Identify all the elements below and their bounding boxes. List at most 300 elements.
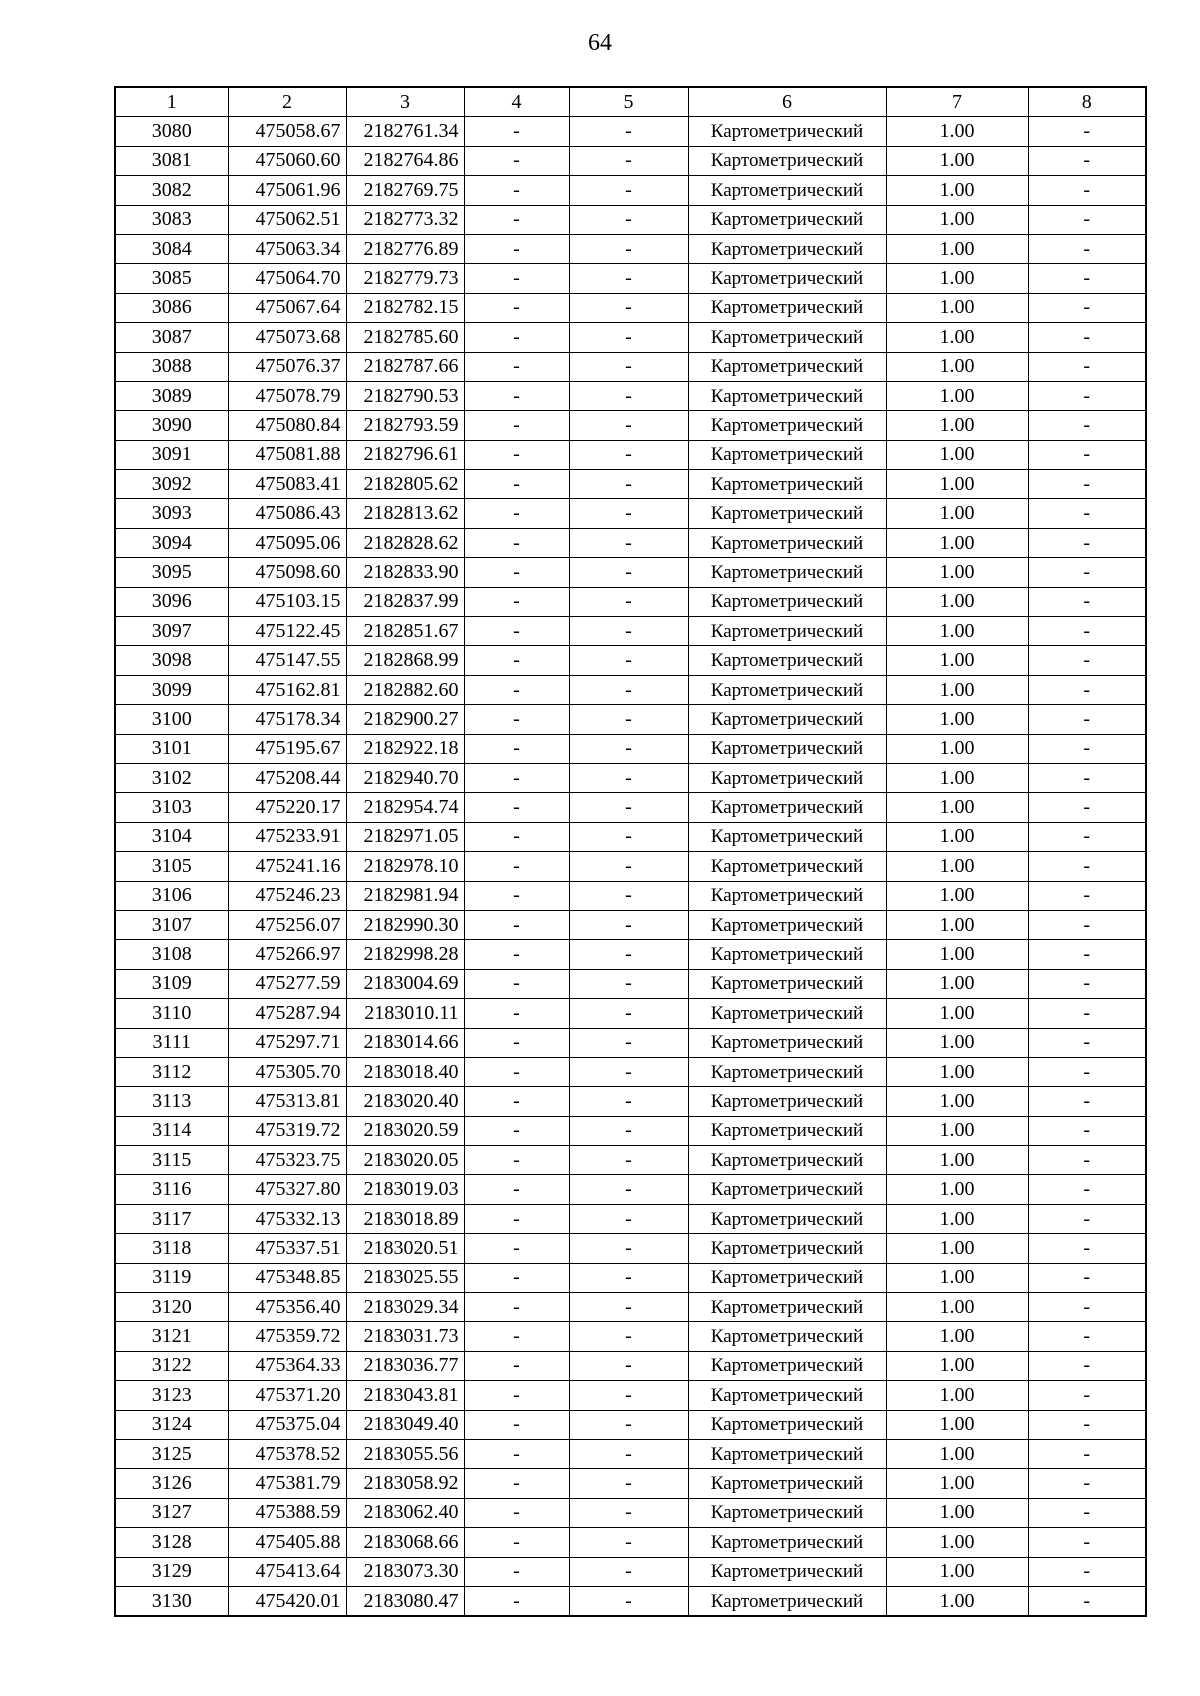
point-number-cell: 3119 xyxy=(115,1263,228,1292)
accuracy-cell: 1.00 xyxy=(886,822,1028,851)
column-8-cell: - xyxy=(1028,1586,1146,1616)
column-4-cell: - xyxy=(464,1351,569,1380)
column-4-cell: - xyxy=(464,1204,569,1233)
accuracy-cell: 1.00 xyxy=(886,1116,1028,1145)
column-4-cell: - xyxy=(464,617,569,646)
column-5-cell: - xyxy=(569,822,688,851)
table-row xyxy=(115,1087,1146,1116)
method-cell: Картометрический xyxy=(688,1204,886,1233)
column-8-cell: - xyxy=(1028,587,1146,616)
point-number-cell: 3121 xyxy=(115,1322,228,1351)
column-5-cell: - xyxy=(569,1234,688,1263)
method-cell: Картометрический xyxy=(688,822,886,851)
y-coordinate-cell: 2182761.34 xyxy=(346,117,464,146)
column-8-cell: - xyxy=(1028,793,1146,822)
y-coordinate-cell: 2183031.73 xyxy=(346,1322,464,1351)
column-8-cell: - xyxy=(1028,499,1146,528)
table-row xyxy=(115,264,1146,293)
table-row xyxy=(115,1528,1146,1557)
table-row xyxy=(115,587,1146,616)
point-number-cell: 3130 xyxy=(115,1586,228,1616)
column-4-cell: - xyxy=(464,852,569,881)
column-5-cell: - xyxy=(569,146,688,175)
column-4-cell: - xyxy=(464,705,569,734)
accuracy-cell: 1.00 xyxy=(886,234,1028,263)
table-row xyxy=(115,969,1146,998)
table-row xyxy=(115,1263,1146,1292)
x-coordinate-cell: 475277.59 xyxy=(228,969,346,998)
method-cell: Картометрический xyxy=(688,381,886,410)
column-8-cell: - xyxy=(1028,1498,1146,1527)
column-8-cell: - xyxy=(1028,146,1146,175)
column-5-cell: - xyxy=(569,617,688,646)
column-header: 5 xyxy=(569,87,688,117)
table-row xyxy=(115,440,1146,469)
table-row xyxy=(115,323,1146,352)
method-cell: Картометрический xyxy=(688,470,886,499)
column-8-cell: - xyxy=(1028,381,1146,410)
column-8-cell: - xyxy=(1028,293,1146,322)
accuracy-cell: 1.00 xyxy=(886,440,1028,469)
column-4-cell: - xyxy=(464,1498,569,1527)
method-cell: Картометрический xyxy=(688,793,886,822)
accuracy-cell: 1.00 xyxy=(886,1528,1028,1557)
table-row xyxy=(115,1057,1146,1086)
x-coordinate-cell: 475103.15 xyxy=(228,587,346,616)
method-cell: Картометрический xyxy=(688,1528,886,1557)
column-5-cell: - xyxy=(569,793,688,822)
y-coordinate-cell: 2182971.05 xyxy=(346,822,464,851)
x-coordinate-cell: 475313.81 xyxy=(228,1087,346,1116)
column-5-cell: - xyxy=(569,1175,688,1204)
x-coordinate-cell: 475319.72 xyxy=(228,1116,346,1145)
x-coordinate-cell: 475081.88 xyxy=(228,440,346,469)
table-row xyxy=(115,470,1146,499)
point-number-cell: 3127 xyxy=(115,1498,228,1527)
column-4-cell: - xyxy=(464,1146,569,1175)
x-coordinate-cell: 475083.41 xyxy=(228,470,346,499)
table-row xyxy=(115,1116,1146,1145)
y-coordinate-cell: 2183018.89 xyxy=(346,1204,464,1233)
table-row xyxy=(115,1028,1146,1057)
y-coordinate-cell: 2183018.40 xyxy=(346,1057,464,1086)
accuracy-cell: 1.00 xyxy=(886,1175,1028,1204)
method-cell: Картометрический xyxy=(688,1351,886,1380)
column-5-cell: - xyxy=(569,910,688,939)
column-5-cell: - xyxy=(569,528,688,557)
column-5-cell: - xyxy=(569,499,688,528)
accuracy-cell: 1.00 xyxy=(886,1293,1028,1322)
column-8-cell: - xyxy=(1028,1028,1146,1057)
column-4-cell: - xyxy=(464,763,569,792)
accuracy-cell: 1.00 xyxy=(886,1498,1028,1527)
page-number: 64 xyxy=(588,30,612,56)
column-4-cell: - xyxy=(464,1469,569,1498)
column-5-cell: - xyxy=(569,1293,688,1322)
column-5-cell: - xyxy=(569,411,688,440)
point-number-cell: 3124 xyxy=(115,1410,228,1439)
y-coordinate-cell: 2182882.60 xyxy=(346,675,464,704)
x-coordinate-cell: 475073.68 xyxy=(228,323,346,352)
y-coordinate-cell: 2183010.11 xyxy=(346,999,464,1028)
accuracy-cell: 1.00 xyxy=(886,1204,1028,1233)
y-coordinate-cell: 2183004.69 xyxy=(346,969,464,998)
method-cell: Картометрический xyxy=(688,323,886,352)
table-row xyxy=(115,293,1146,322)
table-row xyxy=(115,381,1146,410)
accuracy-cell: 1.00 xyxy=(886,1087,1028,1116)
accuracy-cell: 1.00 xyxy=(886,999,1028,1028)
method-cell: Картометрический xyxy=(688,117,886,146)
method-cell: Картометрический xyxy=(688,176,886,205)
y-coordinate-cell: 2182940.70 xyxy=(346,763,464,792)
y-coordinate-cell: 2182776.89 xyxy=(346,234,464,263)
y-coordinate-cell: 2182978.10 xyxy=(346,852,464,881)
column-4-cell: - xyxy=(464,1234,569,1263)
column-4-cell: - xyxy=(464,1293,569,1322)
x-coordinate-cell: 475327.80 xyxy=(228,1175,346,1204)
method-cell: Картометрический xyxy=(688,910,886,939)
column-8-cell: - xyxy=(1028,1322,1146,1351)
point-number-cell: 3083 xyxy=(115,205,228,234)
column-4-cell: - xyxy=(464,1381,569,1410)
x-coordinate-cell: 475162.81 xyxy=(228,675,346,704)
column-5-cell: - xyxy=(569,734,688,763)
method-cell: Картометрический xyxy=(688,1469,886,1498)
column-8-cell: - xyxy=(1028,1469,1146,1498)
x-coordinate-cell: 475147.55 xyxy=(228,646,346,675)
point-number-cell: 3085 xyxy=(115,264,228,293)
column-4-cell: - xyxy=(464,205,569,234)
column-5-cell: - xyxy=(569,1116,688,1145)
column-4-cell: - xyxy=(464,940,569,969)
method-cell: Картометрический xyxy=(688,440,886,469)
x-coordinate-cell: 475413.64 xyxy=(228,1557,346,1586)
column-5-cell: - xyxy=(569,1439,688,1468)
y-coordinate-cell: 2183020.59 xyxy=(346,1116,464,1145)
column-4-cell: - xyxy=(464,734,569,763)
y-coordinate-cell: 2183020.05 xyxy=(346,1146,464,1175)
accuracy-cell: 1.00 xyxy=(886,323,1028,352)
method-cell: Картометрический xyxy=(688,293,886,322)
x-coordinate-cell: 475287.94 xyxy=(228,999,346,1028)
method-cell: Картометрический xyxy=(688,1410,886,1439)
table-row xyxy=(115,852,1146,881)
y-coordinate-cell: 2183058.92 xyxy=(346,1469,464,1498)
accuracy-cell: 1.00 xyxy=(886,1469,1028,1498)
column-4-cell: - xyxy=(464,1028,569,1057)
table-row xyxy=(115,705,1146,734)
accuracy-cell: 1.00 xyxy=(886,1057,1028,1086)
point-number-cell: 3117 xyxy=(115,1204,228,1233)
accuracy-cell: 1.00 xyxy=(886,1146,1028,1175)
y-coordinate-cell: 2182787.66 xyxy=(346,352,464,381)
x-coordinate-cell: 475195.67 xyxy=(228,734,346,763)
accuracy-cell: 1.00 xyxy=(886,558,1028,587)
x-coordinate-cell: 475086.43 xyxy=(228,499,346,528)
table-row xyxy=(115,1439,1146,1468)
table-row xyxy=(115,234,1146,263)
x-coordinate-cell: 475246.23 xyxy=(228,881,346,910)
column-5-cell: - xyxy=(569,763,688,792)
x-coordinate-cell: 475098.60 xyxy=(228,558,346,587)
y-coordinate-cell: 2182779.73 xyxy=(346,264,464,293)
table-row xyxy=(115,1204,1146,1233)
point-number-cell: 3108 xyxy=(115,940,228,969)
column-4-cell: - xyxy=(464,440,569,469)
x-coordinate-cell: 475378.52 xyxy=(228,1439,346,1468)
point-number-cell: 3106 xyxy=(115,881,228,910)
x-coordinate-cell: 475359.72 xyxy=(228,1322,346,1351)
method-cell: Картометрический xyxy=(688,999,886,1028)
x-coordinate-cell: 475256.07 xyxy=(228,910,346,939)
point-number-cell: 3122 xyxy=(115,1351,228,1380)
column-5-cell: - xyxy=(569,234,688,263)
column-5-cell: - xyxy=(569,587,688,616)
method-cell: Картометрический xyxy=(688,528,886,557)
method-cell: Картометрический xyxy=(688,1263,886,1292)
column-8-cell: - xyxy=(1028,617,1146,646)
point-number-cell: 3100 xyxy=(115,705,228,734)
method-cell: Картометрический xyxy=(688,264,886,293)
column-4-cell: - xyxy=(464,499,569,528)
method-cell: Картометрический xyxy=(688,205,886,234)
accuracy-cell: 1.00 xyxy=(886,528,1028,557)
point-number-cell: 3091 xyxy=(115,440,228,469)
column-5-cell: - xyxy=(569,1322,688,1351)
accuracy-cell: 1.00 xyxy=(886,146,1028,175)
method-cell: Картометрический xyxy=(688,734,886,763)
column-4-cell: - xyxy=(464,646,569,675)
column-8-cell: - xyxy=(1028,528,1146,557)
column-5-cell: - xyxy=(569,705,688,734)
point-number-cell: 3101 xyxy=(115,734,228,763)
table-row xyxy=(115,617,1146,646)
method-cell: Картометрический xyxy=(688,499,886,528)
method-cell: Картометрический xyxy=(688,352,886,381)
x-coordinate-cell: 475241.16 xyxy=(228,852,346,881)
y-coordinate-cell: 2182769.75 xyxy=(346,176,464,205)
point-number-cell: 3120 xyxy=(115,1293,228,1322)
method-cell: Картометрический xyxy=(688,881,886,910)
column-8-cell: - xyxy=(1028,675,1146,704)
column-5-cell: - xyxy=(569,293,688,322)
point-number-cell: 3098 xyxy=(115,646,228,675)
column-8-cell: - xyxy=(1028,234,1146,263)
column-4-cell: - xyxy=(464,1175,569,1204)
column-8-cell: - xyxy=(1028,881,1146,910)
column-4-cell: - xyxy=(464,969,569,998)
table-row xyxy=(115,793,1146,822)
table-row xyxy=(115,411,1146,440)
x-coordinate-cell: 475076.37 xyxy=(228,352,346,381)
accuracy-cell: 1.00 xyxy=(886,293,1028,322)
x-coordinate-cell: 475220.17 xyxy=(228,793,346,822)
y-coordinate-cell: 2182900.27 xyxy=(346,705,464,734)
column-8-cell: - xyxy=(1028,1410,1146,1439)
accuracy-cell: 1.00 xyxy=(886,1263,1028,1292)
column-5-cell: - xyxy=(569,1057,688,1086)
y-coordinate-cell: 2182837.99 xyxy=(346,587,464,616)
y-coordinate-cell: 2182851.67 xyxy=(346,617,464,646)
point-number-cell: 3093 xyxy=(115,499,228,528)
column-5-cell: - xyxy=(569,1557,688,1586)
method-cell: Картометрический xyxy=(688,617,886,646)
table-row xyxy=(115,1586,1146,1616)
table-row xyxy=(115,1322,1146,1351)
column-4-cell: - xyxy=(464,1116,569,1145)
method-cell: Картометрический xyxy=(688,1557,886,1586)
accuracy-cell: 1.00 xyxy=(886,264,1028,293)
point-number-cell: 3102 xyxy=(115,763,228,792)
column-5-cell: - xyxy=(569,264,688,293)
x-coordinate-cell: 475348.85 xyxy=(228,1263,346,1292)
table-row xyxy=(115,1175,1146,1204)
column-4-cell: - xyxy=(464,1439,569,1468)
y-coordinate-cell: 2182981.94 xyxy=(346,881,464,910)
column-8-cell: - xyxy=(1028,969,1146,998)
x-coordinate-cell: 475080.84 xyxy=(228,411,346,440)
column-8-cell: - xyxy=(1028,705,1146,734)
method-cell: Картометрический xyxy=(688,558,886,587)
point-number-cell: 3088 xyxy=(115,352,228,381)
column-4-cell: - xyxy=(464,352,569,381)
point-number-cell: 3116 xyxy=(115,1175,228,1204)
column-5-cell: - xyxy=(569,558,688,587)
point-number-cell: 3114 xyxy=(115,1116,228,1145)
method-cell: Картометрический xyxy=(688,705,886,734)
column-5-cell: - xyxy=(569,1146,688,1175)
x-coordinate-cell: 475405.88 xyxy=(228,1528,346,1557)
table-row xyxy=(115,822,1146,851)
table-row xyxy=(115,1498,1146,1527)
x-coordinate-cell: 475388.59 xyxy=(228,1498,346,1527)
column-8-cell: - xyxy=(1028,117,1146,146)
point-number-cell: 3104 xyxy=(115,822,228,851)
column-5-cell: - xyxy=(569,205,688,234)
y-coordinate-cell: 2182828.62 xyxy=(346,528,464,557)
column-4-cell: - xyxy=(464,117,569,146)
column-4-cell: - xyxy=(464,293,569,322)
column-4-cell: - xyxy=(464,146,569,175)
method-cell: Картометрический xyxy=(688,234,886,263)
point-number-cell: 3110 xyxy=(115,999,228,1028)
table-row xyxy=(115,499,1146,528)
column-8-cell: - xyxy=(1028,999,1146,1028)
x-coordinate-cell: 475064.70 xyxy=(228,264,346,293)
column-8-cell: - xyxy=(1028,1204,1146,1233)
column-5-cell: - xyxy=(569,646,688,675)
accuracy-cell: 1.00 xyxy=(886,117,1028,146)
point-number-cell: 3126 xyxy=(115,1469,228,1498)
column-4-cell: - xyxy=(464,1057,569,1086)
method-cell: Картометрический xyxy=(688,411,886,440)
x-coordinate-cell: 475371.20 xyxy=(228,1381,346,1410)
y-coordinate-cell: 2182790.53 xyxy=(346,381,464,410)
column-8-cell: - xyxy=(1028,1528,1146,1557)
column-5-cell: - xyxy=(569,352,688,381)
column-8-cell: - xyxy=(1028,1557,1146,1586)
x-coordinate-cell: 475323.75 xyxy=(228,1146,346,1175)
accuracy-cell: 1.00 xyxy=(886,470,1028,499)
column-5-cell: - xyxy=(569,1381,688,1410)
accuracy-cell: 1.00 xyxy=(886,881,1028,910)
y-coordinate-cell: 2183020.51 xyxy=(346,1234,464,1263)
accuracy-cell: 1.00 xyxy=(886,617,1028,646)
accuracy-cell: 1.00 xyxy=(886,1410,1028,1439)
table-row xyxy=(115,558,1146,587)
x-coordinate-cell: 475266.97 xyxy=(228,940,346,969)
coordinates-table xyxy=(114,86,1147,1617)
table-header-row xyxy=(115,87,1146,117)
column-5-cell: - xyxy=(569,1263,688,1292)
point-number-cell: 3095 xyxy=(115,558,228,587)
accuracy-cell: 1.00 xyxy=(886,1351,1028,1380)
point-number-cell: 3109 xyxy=(115,969,228,998)
accuracy-cell: 1.00 xyxy=(886,1586,1028,1616)
method-cell: Картометрический xyxy=(688,763,886,792)
accuracy-cell: 1.00 xyxy=(886,763,1028,792)
x-coordinate-cell: 475356.40 xyxy=(228,1293,346,1322)
table-row xyxy=(115,646,1146,675)
y-coordinate-cell: 2182998.28 xyxy=(346,940,464,969)
point-number-cell: 3096 xyxy=(115,587,228,616)
y-coordinate-cell: 2182868.99 xyxy=(346,646,464,675)
column-4-cell: - xyxy=(464,323,569,352)
x-coordinate-cell: 475061.96 xyxy=(228,176,346,205)
method-cell: Картометрический xyxy=(688,1322,886,1351)
y-coordinate-cell: 2183049.40 xyxy=(346,1410,464,1439)
column-8-cell: - xyxy=(1028,323,1146,352)
column-4-cell: - xyxy=(464,881,569,910)
point-number-cell: 3125 xyxy=(115,1439,228,1468)
x-coordinate-cell: 475062.51 xyxy=(228,205,346,234)
column-8-cell: - xyxy=(1028,646,1146,675)
x-coordinate-cell: 475063.34 xyxy=(228,234,346,263)
y-coordinate-cell: 2183014.66 xyxy=(346,1028,464,1057)
y-coordinate-cell: 2183062.40 xyxy=(346,1498,464,1527)
column-4-cell: - xyxy=(464,793,569,822)
accuracy-cell: 1.00 xyxy=(886,176,1028,205)
column-4-cell: - xyxy=(464,528,569,557)
y-coordinate-cell: 2182796.61 xyxy=(346,440,464,469)
column-8-cell: - xyxy=(1028,264,1146,293)
column-8-cell: - xyxy=(1028,1116,1146,1145)
column-8-cell: - xyxy=(1028,1381,1146,1410)
column-5-cell: - xyxy=(569,470,688,499)
table-row xyxy=(115,1351,1146,1380)
column-8-cell: - xyxy=(1028,910,1146,939)
y-coordinate-cell: 2183029.34 xyxy=(346,1293,464,1322)
point-number-cell: 3112 xyxy=(115,1057,228,1086)
accuracy-cell: 1.00 xyxy=(886,1234,1028,1263)
point-number-cell: 3123 xyxy=(115,1381,228,1410)
method-cell: Картометрический xyxy=(688,1175,886,1204)
column-8-cell: - xyxy=(1028,852,1146,881)
method-cell: Картометрический xyxy=(688,675,886,704)
point-number-cell: 3129 xyxy=(115,1557,228,1586)
column-8-cell: - xyxy=(1028,763,1146,792)
column-header: 7 xyxy=(886,87,1028,117)
accuracy-cell: 1.00 xyxy=(886,1439,1028,1468)
table-row xyxy=(115,881,1146,910)
table-row xyxy=(115,999,1146,1028)
method-cell: Картометрический xyxy=(688,1057,886,1086)
column-5-cell: - xyxy=(569,1498,688,1527)
table-row xyxy=(115,1381,1146,1410)
accuracy-cell: 1.00 xyxy=(886,1028,1028,1057)
column-5-cell: - xyxy=(569,117,688,146)
